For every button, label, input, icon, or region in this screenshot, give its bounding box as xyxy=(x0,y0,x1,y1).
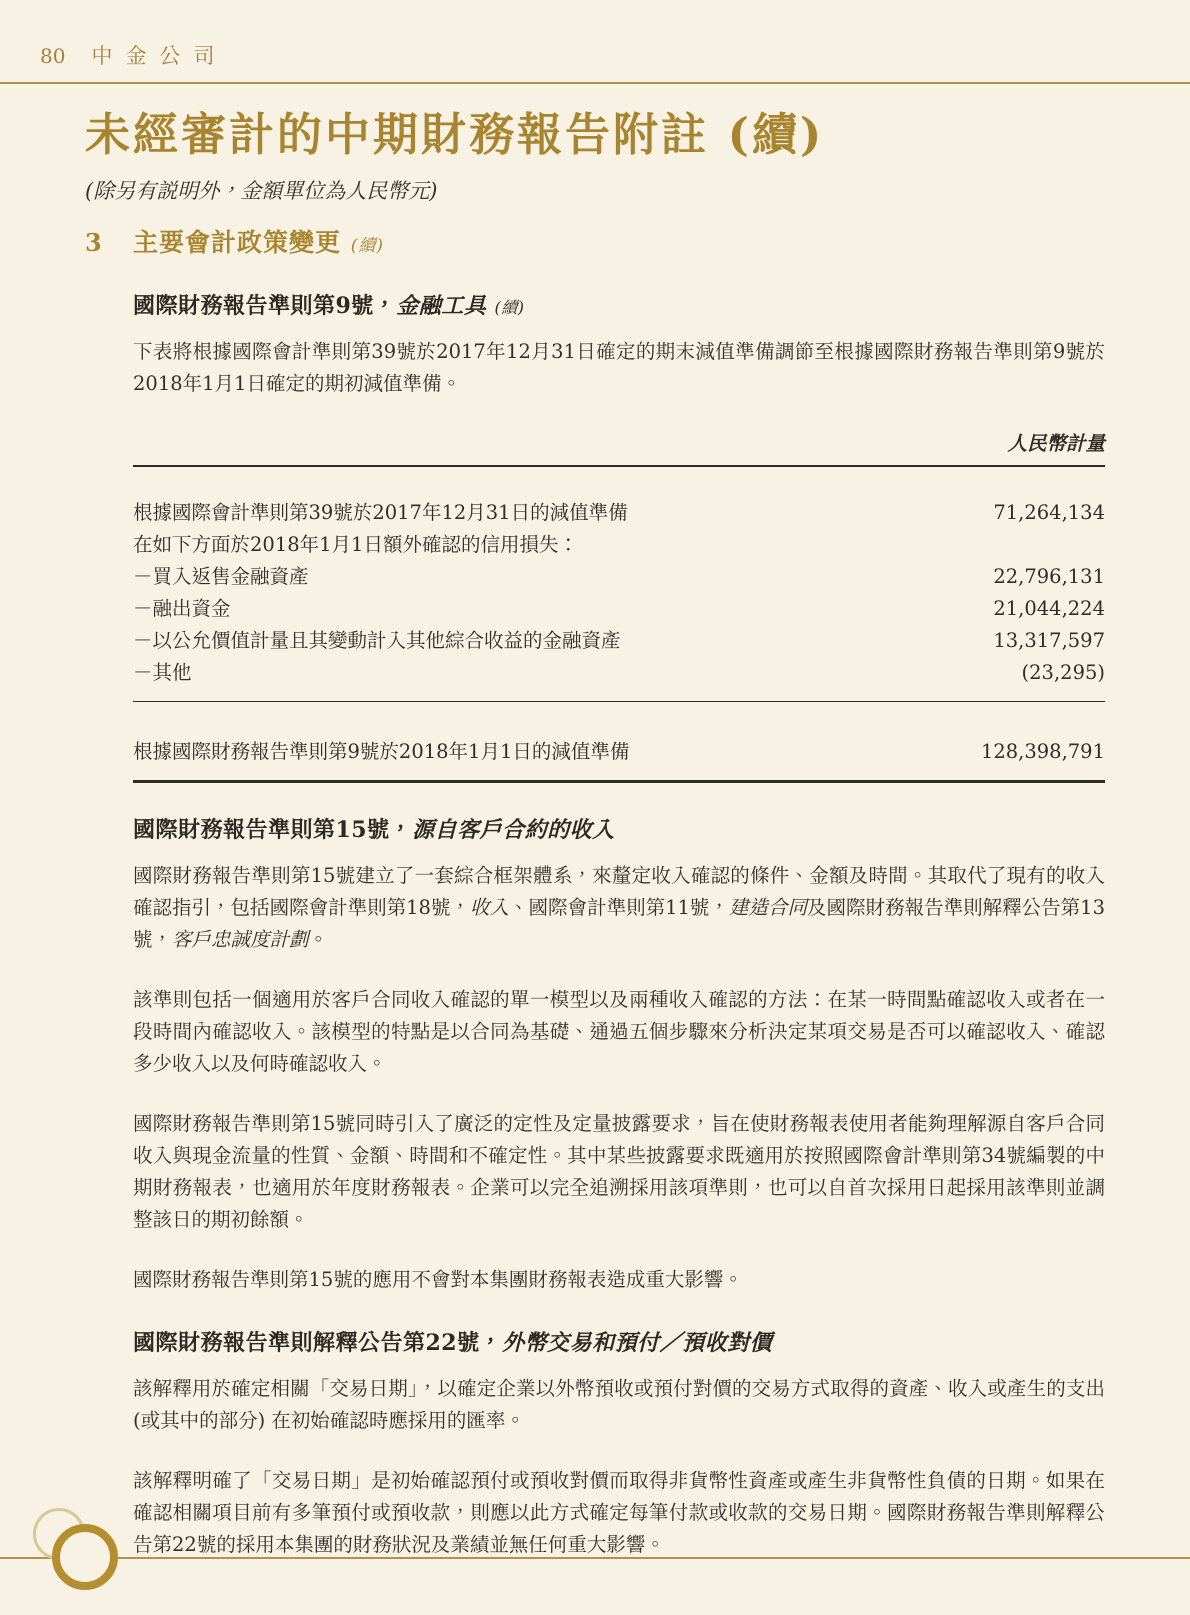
impairment-reconciliation-table xyxy=(133,428,1105,783)
ifrs9-heading-text: 國際財務報告準則第9號， xyxy=(133,292,397,319)
page-content xyxy=(0,106,1190,1561)
ifric22-heading-text: 國際財務報告準則解釋公告第22號， xyxy=(133,1329,503,1356)
ifric22-heading-italic: 外幣交易和預付／預收對價 xyxy=(502,1329,773,1356)
ifrs9-heading-italic: 金融工具 xyxy=(396,292,487,319)
ifrs9-intro-paragraph: 下表將根據國際會計準則第39號於2017年12月31日確定的期末減值準備調節至根據國際財務報告準則第9號於2018年1月1日確定的期初減值準備。 xyxy=(133,339,1105,395)
footer-gold-line xyxy=(0,1557,1190,1559)
text-segment: 收入 xyxy=(470,895,510,919)
section-title-text: 主要會計政策變更 xyxy=(133,227,342,257)
table-row xyxy=(133,497,1105,529)
total-label: 根據國際財務報告準則第9號於2018年1月1日的減值準備 xyxy=(133,739,630,763)
page-header xyxy=(0,0,1190,84)
row-label: －買入返售金融資產 xyxy=(133,564,309,588)
table-row xyxy=(133,625,1105,657)
row-value: 13,317,597 xyxy=(993,628,1105,652)
ifrs15-paragraph-2: 該準則包括一個適用於客戶合同收入確認的單一模型以及兩種收入確認的方法：在某一時間點確認收入或者在一段時間內確認收入。該模型的特點是以合同為基礎、通過五個步驟來分析決定某項交易是否可以確認收入、確認多少收入以及何時確認收入。 xyxy=(133,987,1105,1075)
section-continued-label: (續) xyxy=(350,235,384,256)
text-segment: 及國際財務報告準則解釋公告第13號， xyxy=(133,895,1105,951)
document-title: 未經審計的中期財務報告附註 (續) xyxy=(85,108,825,161)
row-value: 71,264,134 xyxy=(993,500,1105,524)
ifrs9-continued-label: (續) xyxy=(494,297,525,317)
table-total-row xyxy=(133,702,1105,783)
ifrs15-heading-text: 國際財務報告準則第15號， xyxy=(133,816,413,843)
table-row xyxy=(133,529,1105,561)
section-title xyxy=(133,223,384,259)
ifric22-paragraph-1: 該解釋用於確定相關「交易日期」，以確定企業以外幣預收或預付對價的交易方式取得的資產、收入或產生的支出 (或其中的部分) 在初始確認時應採用的匯率。 xyxy=(133,1376,1105,1432)
ifrs15-paragraph-4: 國際財務報告準則第15號的應用不會對本集團財務報表造成重大影響。 xyxy=(133,1267,743,1291)
currency-note: (除另有説明外，金額單位為人民幣元) xyxy=(85,178,438,203)
row-label: －融出資金 xyxy=(133,596,231,620)
row-value: 22,796,131 xyxy=(993,564,1105,588)
section-3-heading xyxy=(85,223,1105,259)
text-segment: 客戶忠誠度計劃 xyxy=(172,927,309,951)
row-value: 21,044,224 xyxy=(993,596,1105,620)
table-row xyxy=(133,657,1105,689)
row-label: 在如下方面於2018年1月1日額外確認的信用損失： xyxy=(133,532,578,556)
table-column-header: 人民幣計量 xyxy=(133,428,1105,467)
text-segment: 建造合同 xyxy=(728,895,808,919)
ifric22-heading xyxy=(133,1326,1105,1357)
text-segment: 、國際會計準則第11號， xyxy=(509,895,729,919)
table-row xyxy=(133,593,1105,625)
page-number: 80 xyxy=(40,44,66,68)
ifrs15-heading xyxy=(133,813,1105,844)
decorative-circle-large xyxy=(52,1524,118,1590)
row-value: (23,295) xyxy=(1021,660,1105,684)
text-segment: 國際財務報告準則第15號建立了一套綜合框架體系，來釐定收入確認的條件、金額及時間。其取代了現有的收入確認指引，包括國際會計準則第18號， xyxy=(133,863,1105,919)
total-value: 128,398,791 xyxy=(980,739,1105,763)
row-label: －以公允價值計量且其變動計入其他綜合收益的金融資產 xyxy=(133,628,621,652)
section-body xyxy=(133,289,1105,1561)
table-body xyxy=(133,467,1105,702)
ifrs15-paragraph-1 xyxy=(133,860,1105,956)
ifrs15-paragraph-3: 國際財務報告準則第15號同時引入了廣泛的定性及定量披露要求，旨在使財務報表使用者能夠理解源自客戶合同收入與現金流量的性質、金額、時間和不確定性。其中某些披露要求既適用於按照國際會計準則第34號編製的中期財務報表，也適用於年度財務報表。企業可以完全追溯採用該項準則，也可以自首次採用日起採用該準則並調整該日的期初餘額。 xyxy=(133,1111,1105,1231)
row-label: －其他 xyxy=(133,660,192,684)
table-row xyxy=(133,561,1105,593)
ifrs15-heading-italic: 源自客戶合約的收入 xyxy=(412,816,615,843)
ifrs9-heading xyxy=(133,289,1105,320)
ifric22-paragraph-2: 該解釋明確了「交易日期」是初始確認預付或預收對價而取得非貨幣性資產或產生非貨幣性負債的日期。如果在確認相關項目前有多筆預付或預收款，則應以此方式確定每筆付款或收款的交易日期。國際財務報告準則解釋公告第22號的採用本集團的財務狀況及業績並無任何重大影響。 xyxy=(133,1468,1105,1556)
row-label: 根據國際會計準則第39號於2017年12月31日的減值準備 xyxy=(133,500,628,524)
section-number: 3 xyxy=(85,227,102,257)
company-name: 中金公司 xyxy=(91,44,228,68)
text-segment: 。 xyxy=(308,927,329,951)
